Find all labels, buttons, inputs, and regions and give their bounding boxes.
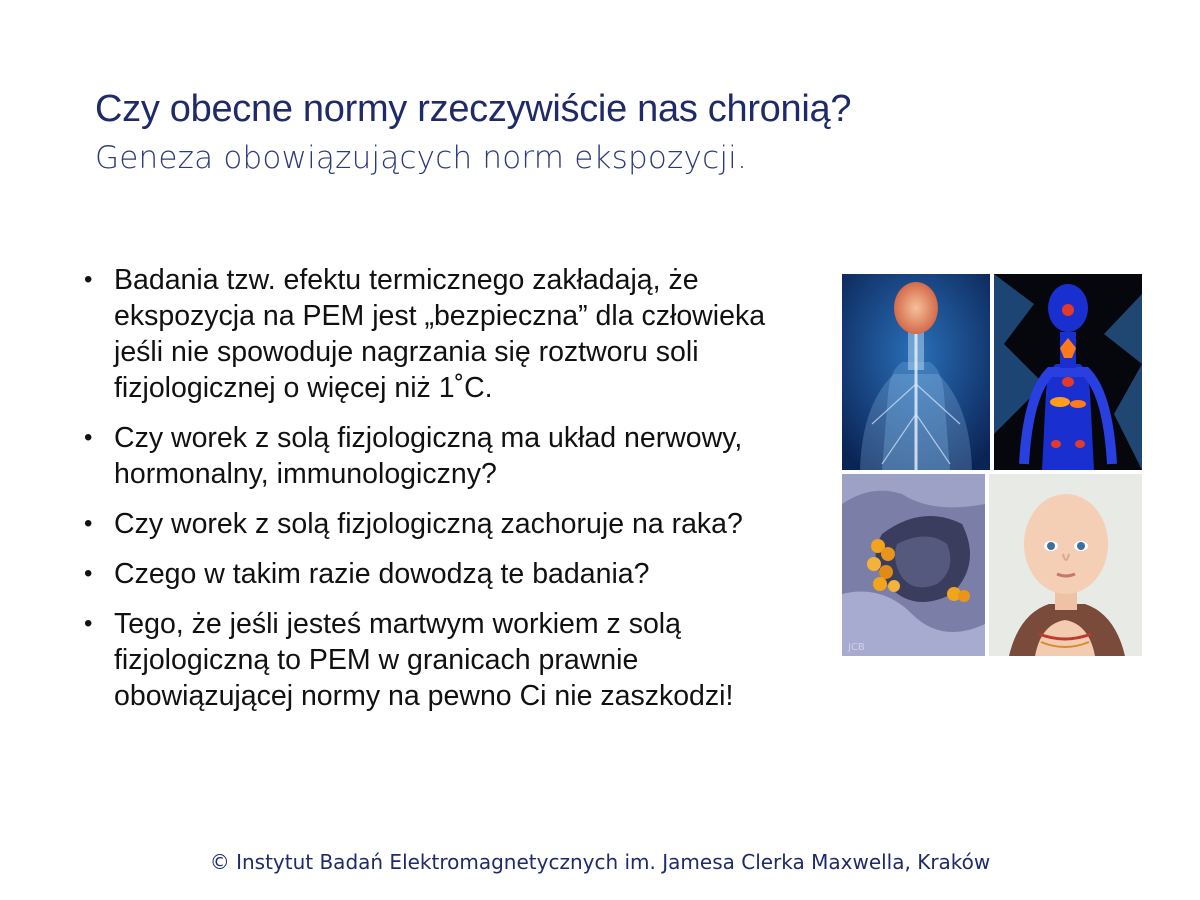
bullet-text: Tego, że jeśli jesteś martwym workiem z solą fizjologiczną to PEM w granicach prawnie obowiązującej normy na pewno Ci nie zaszkodzi!: [114, 608, 734, 712]
slide-subtitle: Geneza obowiązujących norm ekspozycji.: [95, 140, 748, 176]
bullet-icon: •: [84, 510, 93, 537]
bullet-item: [82, 506, 802, 542]
bullet-icon: •: [84, 560, 93, 587]
image-collage: [842, 274, 1142, 656]
bullet-text: Badania tzw. efektu termicznego zakładają, że ekspozycja na PEM jest „bezpieczna” dla człowieka jeśli nie spowoduje nagrzania się roztworu soli fizjologicznej o więcej niż 1˚C.: [114, 264, 766, 404]
bullet-icon: •: [84, 266, 93, 293]
bullet-item: [82, 420, 802, 492]
microscopy-image: [842, 474, 985, 656]
child-portrait-image: [989, 474, 1142, 656]
footer-copyright: © Instytut Badań Elektromagnetycznych im. Jamesa Clerka Maxwella, Kraków: [209, 850, 991, 874]
bullet-text: Czy worek z solą fizjologiczną zachoruje na raka?: [114, 508, 743, 540]
bullet-item: [82, 556, 802, 592]
hormonal-system-image: [994, 274, 1142, 470]
bullet-item: [82, 606, 802, 714]
bullet-list: [82, 262, 802, 728]
bullet-text: Czego w takim razie dowodzą te badania?: [114, 558, 650, 590]
watermark-text: JCB: [848, 642, 865, 653]
bullet-text: Czy worek z solą fizjologiczną ma układ nerwowy, hormonalny, immunologiczny?: [114, 422, 743, 490]
bullet-item: [82, 262, 802, 406]
bullet-icon: •: [84, 424, 93, 451]
nervous-system-image: [842, 274, 990, 470]
bullet-icon: •: [84, 610, 93, 637]
slide-title: Czy obecne normy rzeczywiście nas chronią?: [95, 88, 852, 130]
